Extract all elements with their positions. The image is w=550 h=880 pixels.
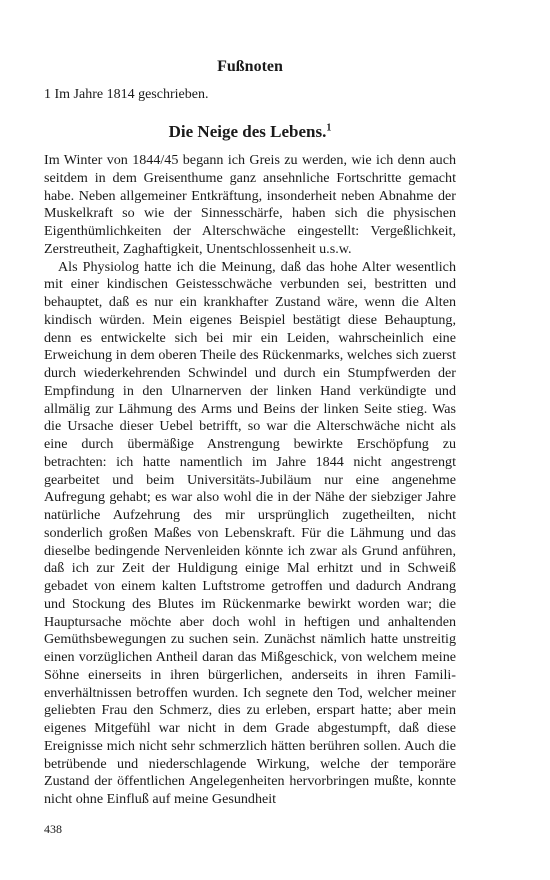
chapter-title [44, 121, 456, 143]
page-number: 438 [44, 822, 62, 836]
footnote-marker: 1 [326, 122, 332, 134]
paragraph-2: Als Physiolog hatte ich die Meinung, daß das hohe Alter wesentlich mit einer kindischen Geistesschwäche verbunden sei, bestritten und behauptet, daß es nur ein krankhafter Zustand wäre, wenn die Alten kindisch würden. Mein eigenes Beispiel bestätigt diese Behauptung, denn es entwickelte sich bei mir ein Leiden, wahrscheinlich eine Erweichung in dem oberen Theile des Rückenmarks, welches sich zuerst durch wiederkehrenden Schwindel und durch ein Stumpfwerden der Empfindung in den Ulnarnerven der linken Hand verkündigte und allmälig zur Lähmung des Arms und Beins der linken Seite stieg. Was die Ursache dieser Uebel betrifft, so war die Alterschwäche nicht als eine durch übermäßige Anstrengung bewirkte Erschöpfung zu betrachten: ich hatte namentlich im Jahre 1844 nicht angestrengt gearbeitet und beim Universitäts-Jubiläum nur eine angenehme Aufregung gehabt; es war also wohl die in der Nähe der siebziger Jahre natürliche Aufzehrung des mir ursprünglich zugetheilten, nicht sonderlich großen Maßes von Lebenskraft. Für die Lähmung und das dieselbe bedingende Nervenleiden könnte ich zwar als Grund anführen, daß ich zur Zeit der Huldigung einige Mal erhitzt und in Schweiß gebadet von einem kalten Luftstrome getroffen und dadurch Andrang und Stockung des Blutes im Rückenmarke bewirkt worden war; die Hauptursache möchte aber doch wohl in heftigen und anhaltenden Gemüthsbewegungen zu suchen sein. Zunächst nämlich hatte unstreitig einen vorzüglichen Antheil daran das Mißgeschick, von welchem meine Söhne einerseits in ihren bürgerlichen, anderseits in ihren Familienverhältnissen betroffen wurden. Ich segnete den Tod, welcher meiner geliebten Frau den Schmerz, dies zu erleben, erspart hatte; aber mein eigenes Mitgefühl war nicht in dem Grade abgestumpft, daß diese Ereignisse mich nicht sehr schmerzlich hätten berühren sollen. Auch die betrübende und niederschlagende Wirkung, welche der temporäre Zustand der öffentlichen Angelegenheiten hervorbringen mußte, konnte nicht ohne Einfluß auf meine Gesundheit [44, 258, 456, 807]
paragraph-1: Im Winter von 1844/45 begann ich Greis zu werden, wie ich denn auch seitdem in dem Greisenthume ganz ansehnliche Fortschritte gemacht habe. Neben allgemeiner Entkräftung, insonderheit neben Abnahme der Muskelkraft so wie der Sinnesschärfe, haben sich die physischen Eigenthümlichkeiten der Alterschwäche eingestellt: Vergeßlichkeit, Zerstreutheit, Zaghaftigkeit, Unentschlossenheit u.s.w. [44, 152, 456, 257]
footnotes-heading: Fußnoten [217, 58, 283, 75]
chapter-title-text: Die Neige des Lebens. [168, 122, 327, 141]
page-content [44, 56, 456, 809]
footnote-item: 1 Im Jahre 1814 geschrieben. [44, 87, 209, 102]
